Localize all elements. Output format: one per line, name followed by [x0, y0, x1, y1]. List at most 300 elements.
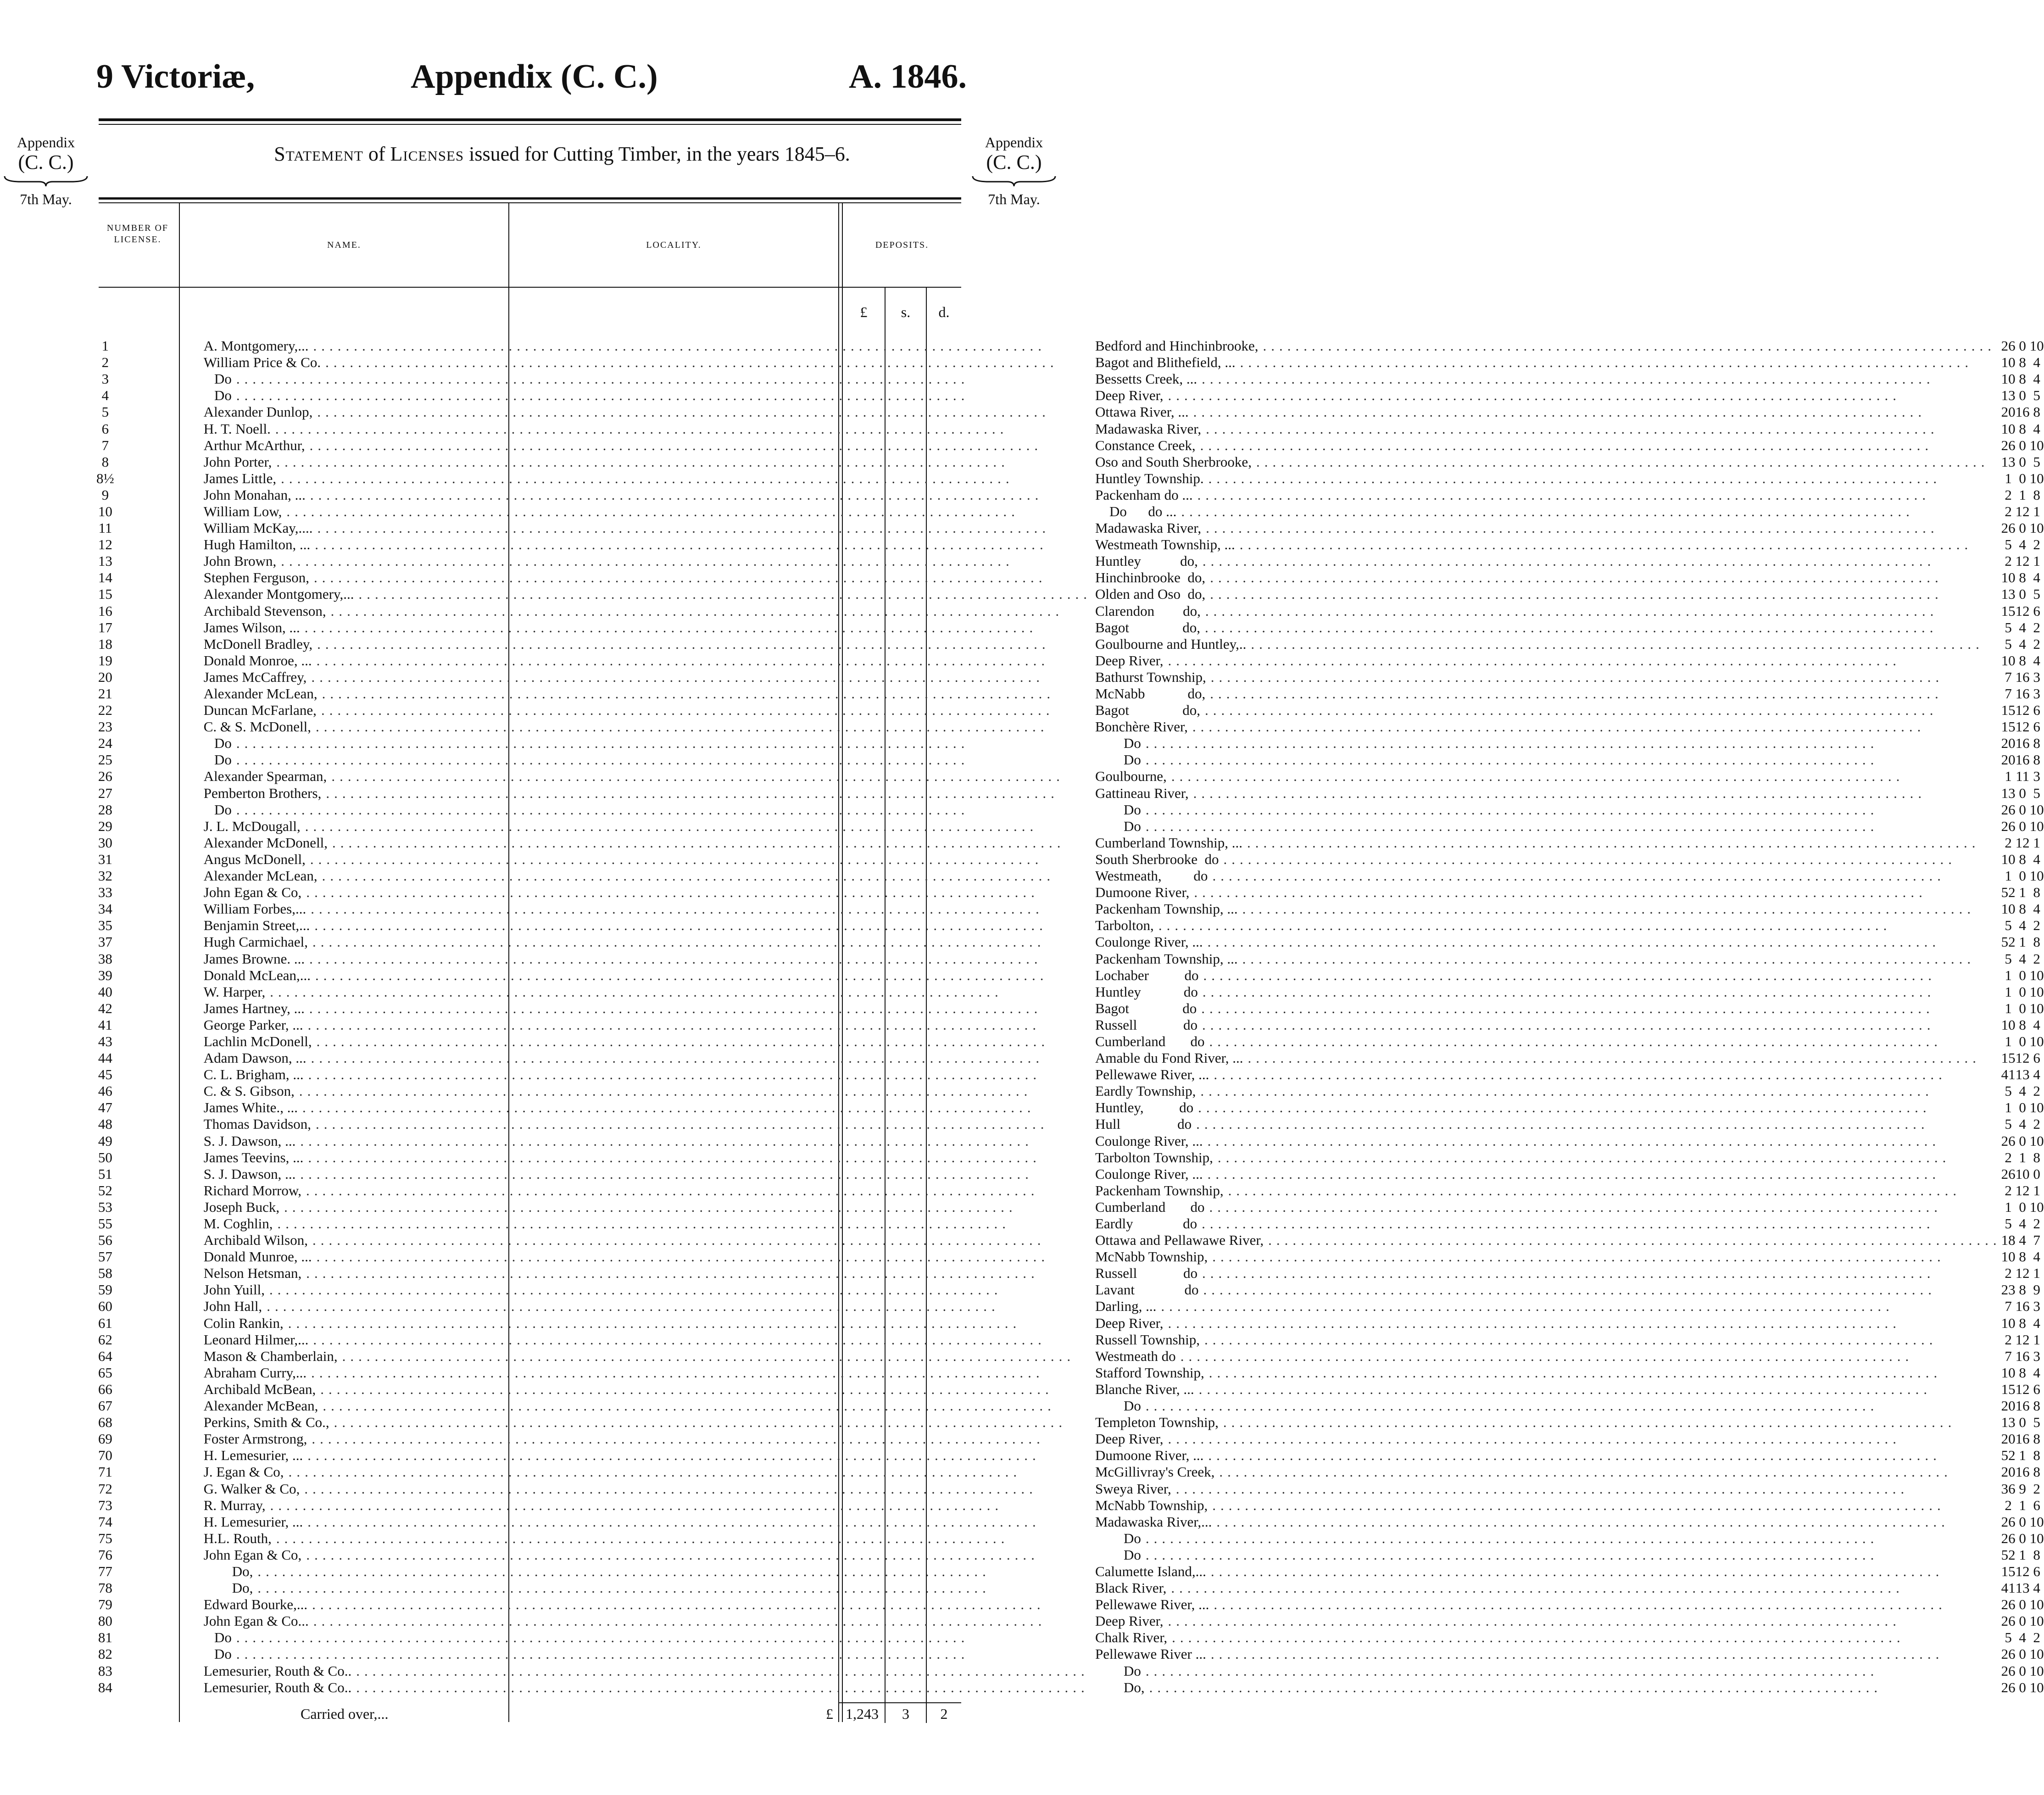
licensee-name: [114, 1116, 1092, 1132]
licensee-name: [114, 586, 1092, 602]
licensee-name-text: C. L. Brigham, ...: [203, 1066, 304, 1083]
locality-wrap: [1095, 1580, 2001, 1596]
licensee-name-wrap: [204, 603, 1092, 619]
deposit-pounds: 10: [2001, 851, 2016, 867]
licensee-name: [114, 619, 1092, 636]
deposit-pence: 6: [2033, 719, 2040, 735]
deposit-pence: 8: [2033, 1149, 2040, 1165]
licensee-name: [114, 404, 1092, 420]
locality: [1092, 1232, 2001, 1249]
deposit-shillings: 0: [2019, 1646, 2026, 1662]
deposit-pounds: 5: [2005, 1629, 2012, 1646]
license-number: 51: [98, 1165, 112, 1182]
licensee-name: [114, 371, 1092, 387]
leader-dots: ..........................................................................................: [305, 818, 1038, 834]
table-row: [96, 354, 2044, 371]
deposit-pounds: 1: [2005, 1099, 2012, 1116]
licensee-name-wrap: [204, 1116, 1092, 1132]
licensee-name: [114, 1017, 1092, 1033]
deposit-pence: 3: [2033, 768, 2040, 785]
licensee-name-wrap: [204, 1066, 1092, 1083]
locality-text: Packenham Township,: [1095, 1182, 1224, 1199]
deposit-shillings: 8: [2019, 652, 2026, 669]
locality: [1092, 1679, 2001, 1696]
deposit-pence: 4: [2033, 1016, 2040, 1033]
leader-dots: ..........................................................................................: [1206, 420, 1939, 437]
locality-wrap: [1095, 702, 2001, 719]
locality: [1092, 1182, 2001, 1199]
licensee-name-wrap: [204, 702, 1092, 719]
leader-dots: ..........................................................................................: [1145, 1530, 1879, 1546]
deposit-shillings: 8: [2019, 354, 2026, 371]
leader-dots: ..........................................................................................: [257, 1563, 991, 1579]
table-row: [96, 851, 2044, 868]
leader-dots: ..........................................................................................: [257, 1580, 991, 1596]
licensee-name: [114, 1480, 1092, 1497]
licensee-name-wrap: [204, 984, 1092, 1000]
leader-dots: ..........................................................................................: [236, 371, 969, 387]
licensee-name-text: James White., ...: [203, 1099, 298, 1116]
licensee-name-text: Mason & Chamberlain,: [203, 1348, 338, 1364]
deposit-pence: 8: [2033, 934, 2040, 950]
deposit-shillings: 12: [2015, 719, 2030, 735]
deposit-pence: 10: [2029, 1613, 2044, 1629]
licensee-name-wrap: [204, 818, 1092, 835]
licensee-name: [114, 520, 1092, 536]
locality: [1092, 686, 2001, 702]
deposit-shillings: 1: [2019, 934, 2026, 950]
licensee-name: [114, 967, 1092, 984]
leader-dots: ..........................................................................................: [322, 868, 1055, 884]
leader-dots: ..........................................................................................: [1202, 1016, 1935, 1033]
leader-dots: ..........................................................................................: [270, 983, 1003, 1000]
leader-dots: ..........................................................................................: [1210, 1563, 1944, 1579]
locality: [1092, 503, 2001, 520]
table-row: [96, 901, 2044, 917]
table-row: [96, 338, 2044, 354]
locality: [1092, 1298, 2001, 1315]
locality: [1092, 371, 2001, 387]
licensee-name-text: Do,: [203, 1563, 253, 1579]
deposit-shillings: 10: [2015, 1165, 2030, 1182]
license-number: 21: [98, 686, 112, 702]
licensee-name-wrap: [204, 901, 1092, 917]
locality-wrap: [1095, 503, 2001, 520]
table-row: [96, 536, 2044, 553]
locality: [1092, 768, 2001, 785]
license-number: 45: [98, 1066, 112, 1083]
table-row: [96, 669, 2044, 686]
leader-dots: ..........................................................................................: [316, 652, 1050, 669]
licensee-name: [114, 1215, 1092, 1232]
table-row: [96, 1646, 2044, 1662]
locality-text: Deep River,: [1095, 387, 1164, 404]
locality-text: Bagot do,: [1095, 702, 1201, 719]
deposit-pence: 4: [2033, 901, 2040, 917]
license-number: 15: [98, 586, 112, 602]
leader-dots: ..........................................................................................: [286, 503, 1019, 519]
licensee-name-wrap: [204, 669, 1092, 686]
leader-dots: ..........................................................................................: [1205, 619, 1938, 635]
locality: [1092, 1629, 2001, 1646]
deposit-shillings: 4: [2019, 536, 2026, 553]
carried-over-pounds: 1,243: [846, 1706, 879, 1722]
leader-dots: ..........................................................................................: [1212, 1497, 1945, 1513]
locality-text: Do: [1095, 1662, 1141, 1679]
licensee-name-wrap: [204, 835, 1092, 851]
carried-over-pence: 2: [940, 1706, 948, 1722]
licensee-name-text: Lemesurier, Routh & Co..: [203, 1662, 352, 1679]
deposit-pounds: 26: [2001, 1513, 2016, 1530]
table-row: [96, 1315, 2044, 1332]
deposit-shillings: 4: [2019, 619, 2026, 635]
deposit-pounds: 15: [2001, 1563, 2016, 1579]
locality-wrap: [1095, 1431, 2001, 1447]
licensee-name: [114, 1447, 1092, 1464]
deposit-pence: 4: [2033, 851, 2040, 867]
locality: [1092, 1480, 2001, 1497]
licensee-name-wrap: [204, 1547, 1092, 1563]
deposit-pounds: 10: [2001, 1315, 2016, 1331]
deposit-pounds: 2: [2005, 1182, 2012, 1199]
table-row: [96, 1232, 2044, 1249]
table-row: [96, 868, 2044, 884]
licensee-name: [114, 636, 1092, 652]
locality: [1092, 1315, 2001, 1332]
locality-text: Lochaber do: [1095, 967, 1199, 983]
licensee-name-text: Thomas Davidson,: [203, 1116, 311, 1132]
locality-text: Russell do: [1095, 1265, 1198, 1282]
deposit-pounds: 15: [2001, 1381, 2016, 1397]
locality: [1092, 536, 2001, 553]
deposit-pounds: 5: [2005, 635, 2012, 652]
licensee-name: [114, 1066, 1092, 1083]
locality-wrap: [1095, 1017, 2001, 1033]
licensee-name-wrap: [204, 1298, 1092, 1315]
licensee-name: [114, 437, 1092, 454]
leader-dots: ..........................................................................................: [1202, 371, 1935, 387]
deposit-pounds: 52: [2001, 884, 2016, 901]
deposit-pence: 2: [2033, 1480, 2040, 1497]
licensee-name: [114, 669, 1092, 686]
leader-dots: ..........................................................................................: [302, 1099, 1036, 1116]
deposit-shillings: 0: [2019, 338, 2026, 354]
licensee-name-wrap: [204, 1646, 1092, 1662]
leader-dots: ..........................................................................................: [1210, 586, 1943, 602]
locality-wrap: [1095, 1530, 2001, 1547]
leader-dots: ..........................................................................................: [1207, 934, 1941, 950]
licensee-name-text: A. Montgomery,...: [203, 338, 309, 354]
table-row: [96, 934, 2044, 950]
licensee-name: [114, 454, 1092, 470]
locality: [1092, 470, 2001, 487]
deposit-pence: 6: [2033, 1497, 2040, 1513]
locality-wrap: [1095, 569, 2001, 586]
table-row: [96, 371, 2044, 387]
license-number: 42: [98, 1000, 112, 1016]
license-number: 70: [98, 1447, 112, 1464]
leader-dots: ..........................................................................................: [326, 785, 1059, 801]
locality: [1092, 1348, 2001, 1365]
deposit-shillings: 0: [2019, 1530, 2026, 1546]
deposit-shillings: 0: [2019, 453, 2026, 470]
locality-text: Pellewawe River, ...: [1095, 1066, 1209, 1083]
table-row: [96, 1050, 2044, 1066]
licensee-name: [114, 1315, 1092, 1332]
table-row: [96, 1365, 2044, 1381]
licensee-name-text: Hugh Carmichael,: [203, 934, 308, 950]
locality-wrap: [1095, 1116, 2001, 1132]
table-row: [96, 652, 2044, 669]
licensee-name-text: Do: [203, 1646, 232, 1662]
licensee-name: [114, 1199, 1092, 1215]
deposit-pounds: 7: [2005, 669, 2012, 685]
locality: [1092, 387, 2001, 404]
license-number: 19: [98, 652, 112, 669]
licensee-name-wrap: [204, 1182, 1092, 1199]
license-number: 8: [101, 453, 109, 470]
locality-wrap: [1095, 421, 2001, 437]
leader-dots: ..........................................................................................: [1209, 1199, 1942, 1215]
leader-dots: ..........................................................................................: [315, 1116, 1049, 1132]
deposit-shillings: 4: [2019, 635, 2026, 652]
licensee-name-wrap: [204, 1315, 1092, 1332]
licensee-name-text: R. Murray,: [203, 1497, 266, 1513]
leader-dots: ..........................................................................................: [308, 1149, 1041, 1165]
deposit-shillings: 12: [2015, 1381, 2030, 1397]
license-number: 40: [98, 983, 112, 1000]
side-note-left: [0, 134, 92, 208]
table-row: [96, 1182, 2044, 1199]
locality-text: Packenham Township, ...: [1095, 901, 1238, 917]
locality-wrap: [1095, 1596, 2001, 1613]
licensee-name-text: C. & S. McDonell,: [203, 719, 311, 735]
leader-dots: ..........................................................................................: [306, 1182, 1039, 1199]
locality: [1092, 1265, 2001, 1282]
table-row: [96, 1530, 2044, 1547]
leader-dots: ..........................................................................................: [1242, 901, 1976, 917]
license-number: 7: [101, 437, 109, 453]
deposit-shillings: 11: [2016, 768, 2030, 785]
license-number: 77: [98, 1563, 112, 1579]
leader-dots: ..........................................................................................: [1240, 354, 1973, 371]
deposit-shillings: 0: [2019, 967, 2026, 983]
deposit-pounds: 15: [2001, 602, 2016, 619]
table-row: [96, 967, 2044, 984]
license-number: 3: [101, 371, 109, 387]
locality-text: Sweya River,: [1095, 1480, 1171, 1497]
deposit-shillings: 16: [2015, 735, 2030, 752]
locality-text: Russell do: [1095, 1016, 1198, 1033]
locality-text: Dumoone River, ...: [1095, 1447, 1204, 1464]
deposit-pounds: 15: [2001, 719, 2016, 735]
deposit-shillings: 0: [2019, 1613, 2026, 1629]
license-number: 75: [98, 1530, 112, 1546]
license-number: 61: [98, 1315, 112, 1331]
leader-dots: ..........................................................................................: [1210, 1646, 1944, 1662]
locality-text: South Sherbrooke do: [1095, 851, 1219, 867]
title-of: of: [363, 143, 390, 165]
carried-over-label: Carried over,...: [301, 1706, 389, 1722]
license-number: 55: [98, 1215, 112, 1232]
licensee-name-wrap: [204, 1580, 1092, 1596]
locality: [1092, 520, 2001, 536]
deposit-pounds: 36: [2001, 1480, 2016, 1497]
license-number: 11: [98, 520, 112, 536]
deposit-shillings: 8: [2019, 1315, 2026, 1331]
deposit-pounds: 1: [2005, 967, 2012, 983]
leader-dots: ..........................................................................................: [325, 354, 1058, 371]
side-note-label: Appendix: [17, 134, 75, 151]
locality: [1092, 1398, 2001, 1414]
deposit-pence: 3: [2033, 1348, 2040, 1364]
deposit-shillings: 12: [2015, 602, 2030, 619]
license-number: 26: [98, 768, 112, 785]
deposit-pounds: 26: [2001, 1679, 2016, 1695]
licensee-name-text: John Hall,: [203, 1298, 262, 1315]
leader-dots: ..........................................................................................: [276, 1530, 1009, 1546]
locality: [1092, 868, 2001, 884]
locality: [1092, 1464, 2001, 1480]
licensee-name: [114, 1332, 1092, 1348]
deposit-pounds: 41: [2001, 1066, 2016, 1083]
licensee-name: [114, 1133, 1092, 1149]
licensee-name-wrap: [204, 1447, 1092, 1464]
license-number: 28: [98, 801, 112, 818]
deposit-shillings: 9: [2019, 1480, 2026, 1497]
leader-dots: ..........................................................................................: [236, 1629, 969, 1646]
licensee-name-text: Pemberton Brothers,: [203, 785, 322, 801]
leader-dots: ..........................................................................................: [306, 1265, 1039, 1282]
table-row: [96, 1629, 2044, 1646]
deposit-pounds: 5: [2005, 917, 2012, 934]
locality-wrap: [1095, 520, 2001, 536]
leader-dots: ..........................................................................................: [1216, 1513, 1949, 1530]
leader-dots: ..........................................................................................: [1168, 387, 1901, 404]
locality: [1092, 1414, 2001, 1431]
deposit-pounds: 10: [2001, 354, 2016, 371]
licensee-name: [114, 1348, 1092, 1365]
locality-text: Templeton Township,: [1095, 1414, 1219, 1431]
licensee-name-text: Alexander McLean,: [203, 686, 317, 702]
licensee-name: [114, 1563, 1092, 1580]
statement-title: [186, 142, 938, 166]
locality-text: Bessetts Creek, ...: [1095, 371, 1197, 387]
leader-dots: ..........................................................................................: [1202, 553, 1936, 569]
title-word-licenses: Licenses: [390, 143, 464, 165]
licensee-name-wrap: [204, 354, 1092, 371]
locality-text: Do: [1095, 1530, 1141, 1546]
licensee-name-text: Lachlin McDonell,: [203, 1033, 312, 1049]
deposit-shillings: 0: [2019, 586, 2026, 602]
license-number: 22: [98, 702, 112, 719]
license-number: 29: [98, 818, 112, 834]
table-row: [96, 1348, 2044, 1365]
licensee-name: [114, 354, 1092, 371]
license-number: 47: [98, 1099, 112, 1116]
leader-dots: ..........................................................................................: [332, 834, 1065, 851]
deposit-shillings: 1: [2019, 884, 2026, 901]
license-number: 32: [98, 868, 112, 884]
deposit-shillings: 12: [2015, 1265, 2030, 1282]
leader-dots: ..........................................................................................: [1145, 1662, 1879, 1679]
leader-dots: ..........................................................................................: [1242, 950, 1976, 967]
side-note-date: 7th May.: [20, 191, 72, 208]
deposit-shillings: 13: [2015, 1066, 2030, 1083]
deposit-pounds: 52: [2001, 1546, 2016, 1563]
licensee-name-wrap: [204, 470, 1092, 487]
locality: [1092, 437, 2001, 454]
locality: [1092, 884, 2001, 901]
locality-wrap: [1095, 735, 2001, 752]
deposit-pence: 4: [2033, 1315, 2040, 1331]
licensee-name: [114, 1282, 1092, 1298]
leader-dots: ..........................................................................................: [312, 934, 1046, 950]
locality-text: Do: [1095, 1546, 1141, 1563]
deposit-shillings: 0: [2019, 1033, 2026, 1049]
deposit-shillings: 16: [2015, 404, 2030, 420]
locality: [1092, 669, 2001, 686]
deposit-pence: 8: [2033, 1464, 2040, 1480]
license-number: 2: [101, 354, 109, 371]
leader-dots: ..........................................................................................: [322, 686, 1055, 702]
deposit-pounds: 26: [2001, 1596, 2016, 1613]
leader-dots: ..........................................................................................: [1214, 1596, 1947, 1613]
licensee-name: [114, 503, 1092, 520]
deposit-shillings: 4: [2019, 1215, 2026, 1232]
licensee-name-wrap: [204, 1365, 1092, 1381]
licensee-name-wrap: [204, 752, 1092, 768]
table-row: [96, 1265, 2044, 1282]
licensee-name: [114, 1050, 1092, 1066]
leader-dots: ..........................................................................................: [310, 486, 1043, 503]
leader-dots: ..........................................................................................: [356, 1679, 1089, 1695]
deposit-pence: 6: [2033, 602, 2040, 619]
locality-text: Huntley Township.: [1095, 470, 1204, 486]
locality: [1092, 586, 2001, 602]
locality-wrap: [1095, 1149, 2001, 1166]
leader-dots: ..........................................................................................: [236, 752, 969, 768]
locality: [1092, 1530, 2001, 1547]
licensee-name-wrap: [204, 586, 1092, 602]
locality-wrap: [1095, 371, 2001, 387]
column-header-shillings: s.: [901, 304, 911, 320]
leader-dots: ..........................................................................................: [1207, 1132, 1941, 1149]
deposit-shillings: 4: [2019, 917, 2026, 934]
deposit-pence: 2: [2033, 536, 2040, 553]
locality-wrap: [1095, 1265, 2001, 1282]
licensee-name: [114, 884, 1092, 901]
licensee-name-wrap: [204, 1530, 1092, 1547]
leader-dots: ..........................................................................................: [1197, 486, 1931, 503]
deposit-pence: 8: [2033, 1431, 2040, 1447]
deposit-pence: 4: [2033, 652, 2040, 669]
license-number: 6: [101, 420, 109, 437]
leader-dots: ..........................................................................................: [236, 801, 969, 818]
locality-text: Do: [1095, 752, 1141, 768]
locality-wrap: [1095, 636, 2001, 652]
locality-text: Dumoone River,: [1095, 884, 1190, 901]
deposit-pence: 10: [2029, 1662, 2044, 1679]
locality-wrap: [1095, 785, 2001, 802]
licenses-table-body: [96, 338, 2044, 1696]
table-row: [96, 1480, 2044, 1497]
leader-dots: ..........................................................................................: [1168, 1431, 1901, 1447]
locality-text: Bagot do: [1095, 1000, 1197, 1016]
leader-dots: ..........................................................................................: [1210, 686, 1943, 702]
licensee-name-wrap: [204, 1083, 1092, 1099]
licensee-name-text: Do: [203, 1629, 232, 1646]
